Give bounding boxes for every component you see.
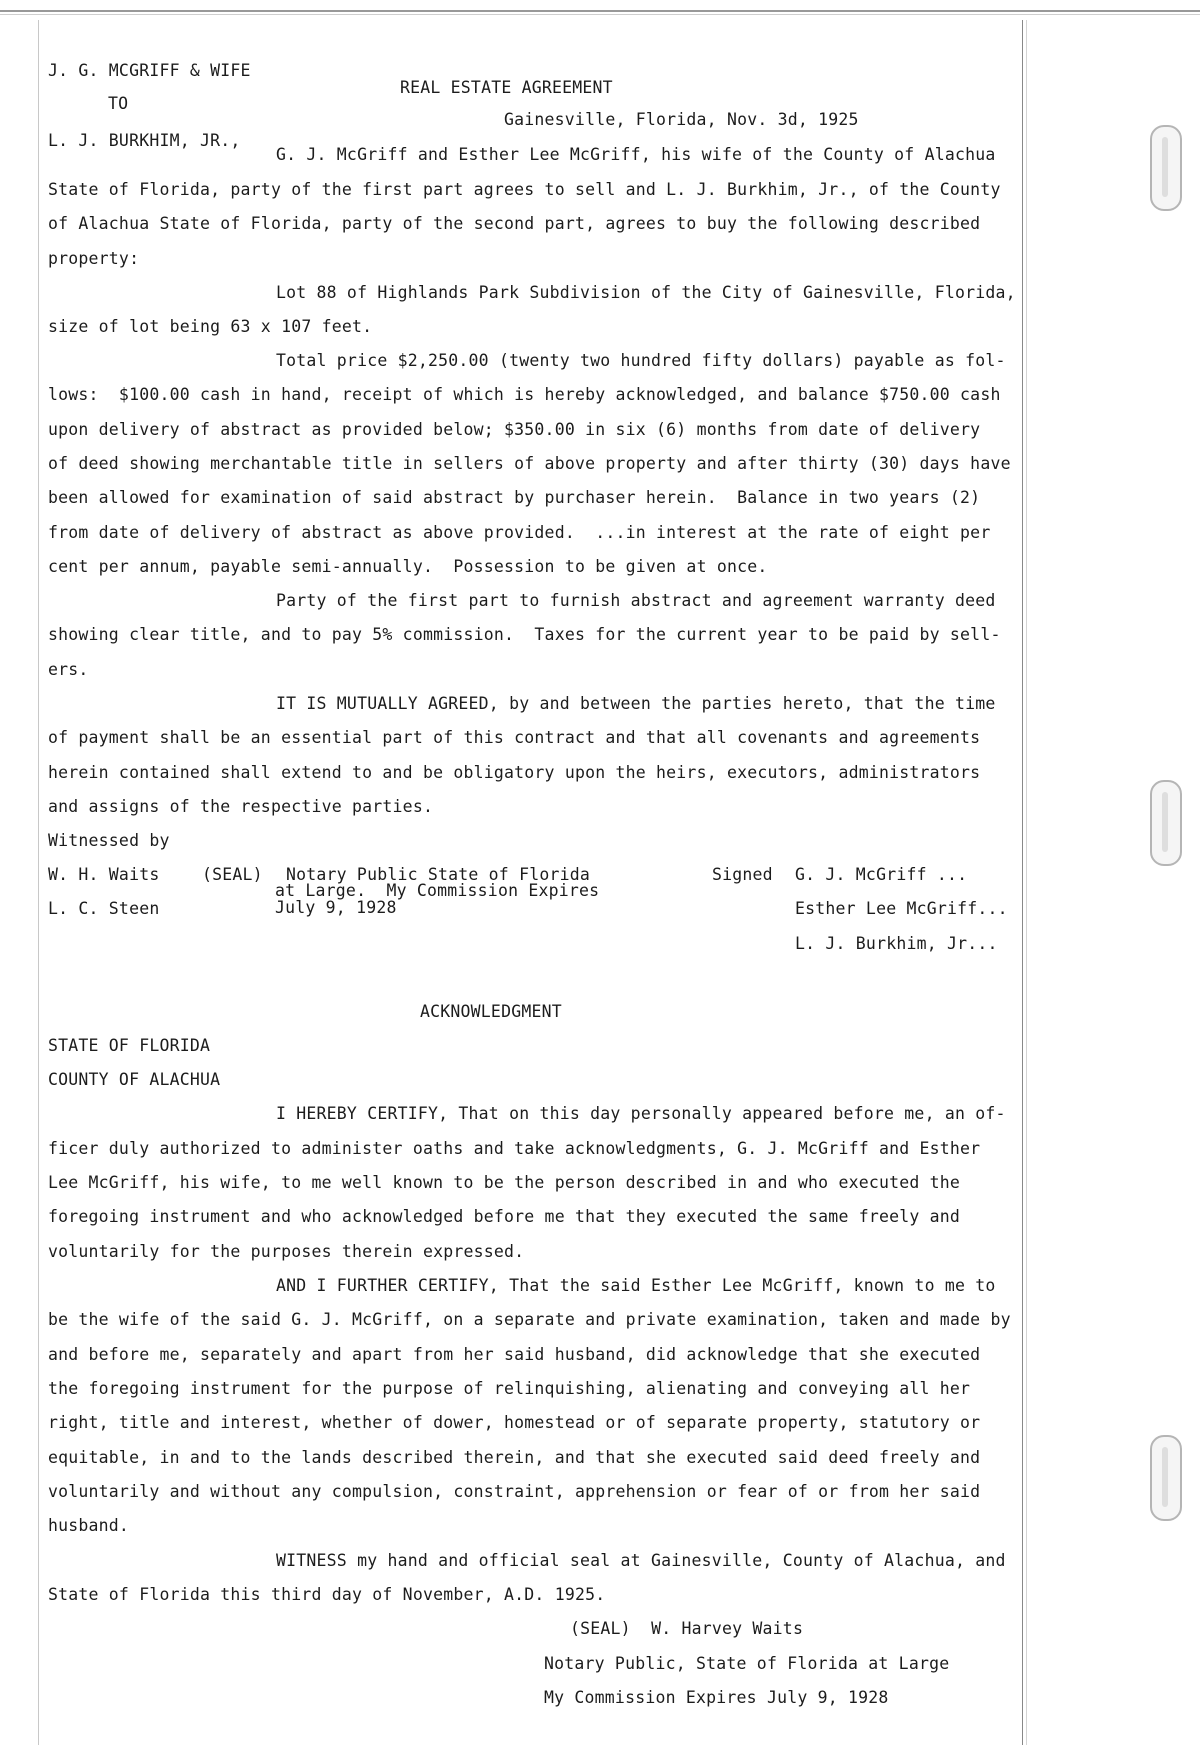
notary-commission: My Commission Expires July 9, 1928 xyxy=(544,1688,889,1707)
binder-hole-bottom xyxy=(1150,1435,1182,1521)
agreement-line: and assigns of the respective parties. xyxy=(48,797,434,816)
signed-label: Signed xyxy=(712,865,773,884)
witness-name: W. H. Waits xyxy=(48,865,160,884)
agreement-line: showing clear title, and to pay 5% commission. Taxes for the current year to be paid by sell- xyxy=(48,625,1001,644)
agreement-line: cent per annum, payable semi-annually. Possession to be given at once. xyxy=(48,557,768,576)
agreement-line: of deed showing merchantable title in sellers of above property and after thirty (30) days have xyxy=(48,454,1011,473)
venue-state: STATE OF FLORIDA xyxy=(48,1036,211,1055)
agreement-line: from date of delivery of abstract as above provided. ...in interest at the rate of eight per xyxy=(48,523,991,542)
binder-hole-middle xyxy=(1150,780,1182,866)
signer-name: Esther Lee McGriff... xyxy=(795,899,1008,918)
acknowledgment-line: equitable, in and to the lands described therein, and that she executed said deed freely and xyxy=(48,1448,981,1467)
acknowledgment-line: voluntarily for the purposes therein expressed. xyxy=(48,1242,525,1261)
agreement-line: ers. xyxy=(48,660,89,679)
acknowledgment-line: and before me, separately and apart from her said husband, did acknowledge that she executed xyxy=(48,1345,981,1364)
notary-line: Notary Public State of Florida xyxy=(286,865,591,884)
document-title: REAL ESTATE AGREEMENT xyxy=(400,78,613,97)
top-rule xyxy=(0,10,1200,12)
agreement-line: been allowed for examination of said abstract by purchaser herein. Balance in two years (2) xyxy=(48,488,981,507)
acknowledgment-line: I HEREBY CERTIFY, That on this day personally appeared before me, an of- xyxy=(276,1104,1006,1123)
agreement-line: State of Florida, party of the first part agrees to sell and L. J. Burkhim, Jr., of the County xyxy=(48,180,1001,199)
acknowledgment-line: WITNESS my hand and official seal at Gainesville, County of Alachua, and xyxy=(276,1551,1006,1570)
binder-hole-top xyxy=(1150,125,1182,211)
top-rule-secondary xyxy=(0,14,1200,15)
agreement-line: herein contained shall extend to and be obligatory upon the heirs, executors, administrators xyxy=(48,763,981,782)
acknowledgment-line: AND I FURTHER CERTIFY, That the said Esther Lee McGriff, known to me to xyxy=(276,1276,996,1295)
agreement-line: property: xyxy=(48,249,140,268)
agreement-line: Total price $2,250.00 (twenty two hundred fifty dollars) payable as fol- xyxy=(276,351,1006,370)
acknowledgment-line: husband. xyxy=(48,1516,130,1535)
notary-line: July 9, 1928 xyxy=(275,898,397,917)
agreement-line: lows: $100.00 cash in hand, receipt of which is hereby acknowledged, and balance $750.00 cash xyxy=(48,385,1001,404)
agreement-line: of payment shall be an essential part of this contract and that all covenants and agreements xyxy=(48,728,981,747)
left-margin-rule xyxy=(38,20,39,1745)
acknowledgment-line: Lee McGriff, his wife, to me well known to be the person described in and who executed the xyxy=(48,1173,961,1192)
agreement-line: G. J. McGriff and Esther Lee McGriff, his wife of the County of Alachua xyxy=(276,145,996,164)
acknowledgment-line: the foregoing instrument for the purpose of relinquishing, alienating and conveying all her xyxy=(48,1379,971,1398)
signer-name: L. J. Burkhim, Jr... xyxy=(795,934,998,953)
agreement-line: IT IS MUTUALLY AGREED, by and between the parties hereto, that the time xyxy=(276,694,996,713)
witness-name: L. C. Steen xyxy=(48,899,160,918)
agreement-line: Party of the first part to furnish abstract and agreement warranty deed xyxy=(276,591,996,610)
parties-buyer: L. J. BURKHIM, JR., xyxy=(48,131,241,150)
parties-from: J. G. MCGRIFF & WIFE xyxy=(48,61,251,80)
venue-county: COUNTY OF ALACHUA xyxy=(48,1070,221,1089)
witness-heading: Witnessed by xyxy=(48,831,170,850)
agreement-line: of Alachua State of Florida, party of the second part, agrees to buy the following described xyxy=(48,214,981,233)
acknowledgment-line: voluntarily and without any compulsion, constraint, apprehension or fear of or from her said xyxy=(48,1482,981,1501)
notary-line: at Large. My Commission Expires xyxy=(275,881,600,900)
notary-signature: (SEAL) W. Harvey Waits xyxy=(570,1619,804,1638)
agreement-line: Lot 88 of Highlands Park Subdivision of the City of Gainesville, Florida, xyxy=(276,283,1016,302)
notary-title: Notary Public, State of Florida at Large xyxy=(544,1654,950,1673)
acknowledgment-line: ficer duly authorized to administer oaths and take acknowledgments, G. J. McGriff and Esther xyxy=(48,1139,981,1158)
acknowledgment-title: ACKNOWLEDGMENT xyxy=(420,1002,562,1021)
seal-mark: (SEAL) xyxy=(202,865,263,884)
parties-to: TO xyxy=(108,94,129,113)
signer-name: G. J. McGriff ... xyxy=(795,865,968,884)
place-date: Gainesville, Florida, Nov. 3d, 1925 xyxy=(504,110,859,129)
right-margin-rule-secondary xyxy=(1026,20,1027,1745)
agreement-line: size of lot being 63 x 107 feet. xyxy=(48,317,373,336)
agreement-line: upon delivery of abstract as provided below; $350.00 in six (6) months from date of delivery xyxy=(48,420,981,439)
right-margin-rule xyxy=(1022,20,1023,1745)
acknowledgment-line: right, title and interest, whether of dower, homestead or of separate property, statutory or xyxy=(48,1413,981,1432)
acknowledgment-line: State of Florida this third day of November, A.D. 1925. xyxy=(48,1585,606,1604)
acknowledgment-line: be the wife of the said G. J. McGriff, on a separate and private examination, taken and made by xyxy=(48,1310,1011,1329)
acknowledgment-line: foregoing instrument and who acknowledged before me that they executed the same freely and xyxy=(48,1207,961,1226)
